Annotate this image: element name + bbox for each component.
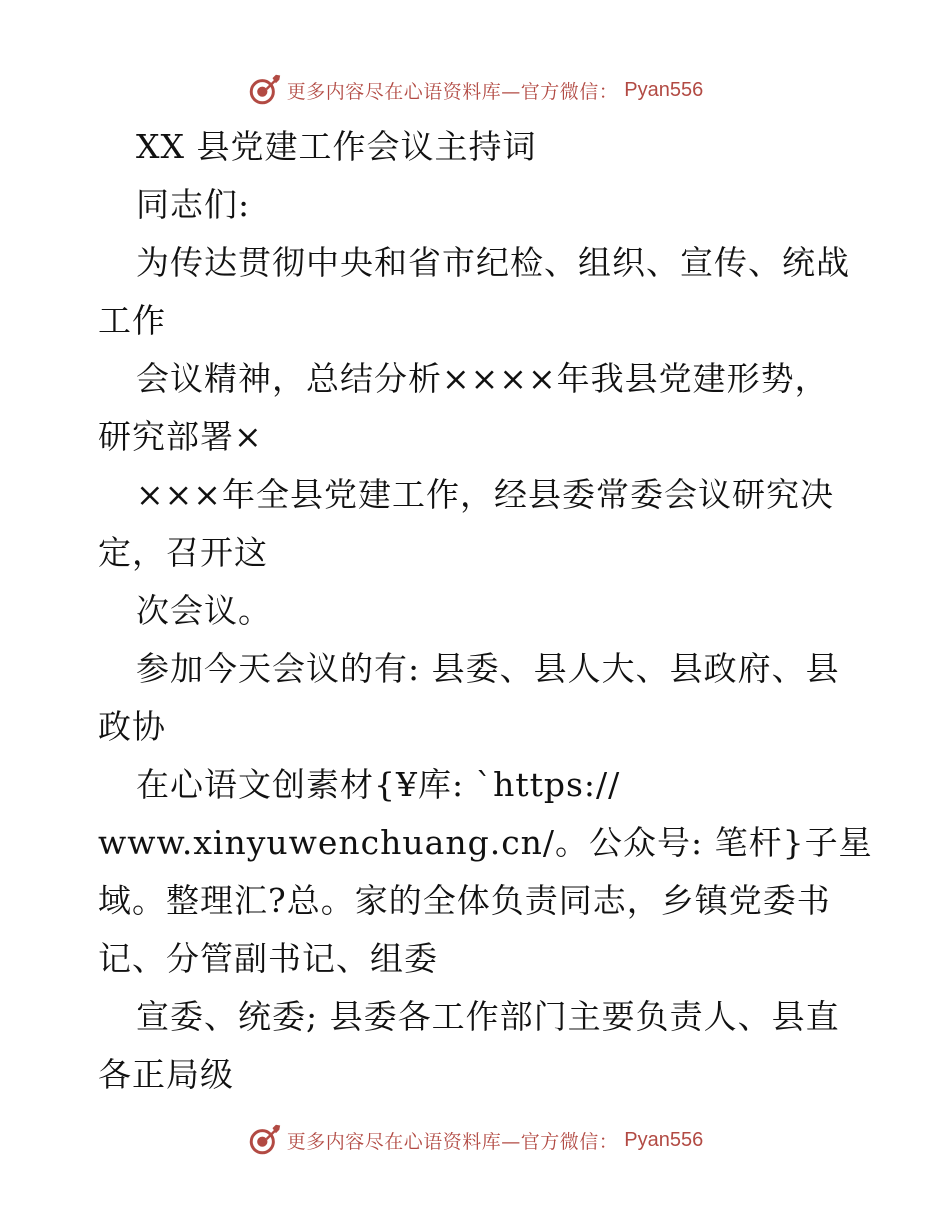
paragraph-line: 会议精神，总结分析××××年我县党建形势，: [136, 359, 829, 398]
paragraph-line: www.xinyuwenchuang.cn/。公众号: 笔杆}子星: [98, 823, 873, 862]
header-banner-text: 更多内容尽在心语资料库—官方微信：: [286, 80, 619, 103]
paragraph-line: 各正局级: [98, 1055, 234, 1094]
header-banner: [0, 70, 950, 110]
document-body: [98, 118, 873, 1104]
paragraph-line: 次会议。: [136, 591, 272, 630]
paragraph-line: 域。整理汇?总。家的全体负责同志，乡镇党委书: [98, 881, 831, 920]
paragraph-line: 宣委、统委; 县委各工作部门主要负责人、县直: [136, 997, 840, 1036]
quill-logo-icon: [247, 1123, 281, 1157]
paragraph-line: 研究部署×: [98, 417, 263, 456]
paragraph-line: 为传达贯彻中央和省市纪检、组织、宣传、统战: [136, 243, 850, 282]
paragraph-line: 记、分管副书记、组委: [98, 939, 438, 978]
paragraph-line: ×××年全县党建工作，经县委常委会议研究决: [136, 475, 834, 514]
paragraph-line: 政协: [98, 707, 166, 746]
salutation: 同志们:: [136, 185, 251, 224]
header-banner-id: Pyan556: [624, 78, 704, 101]
document-title: XX 县党建工作会议主持词: [136, 127, 537, 166]
paragraph-line: 参加今天会议的有: 县委、县人大、县政府、县: [136, 649, 840, 688]
quill-logo-icon: [247, 73, 281, 107]
paragraph-line: 定，召开这: [98, 533, 268, 572]
paragraph-line: 工作: [98, 301, 166, 340]
footer-banner: [0, 1120, 950, 1160]
footer-banner-id: Pyan556: [624, 1128, 704, 1151]
footer-banner-text: 更多内容尽在心语资料库—官方微信：: [286, 1130, 619, 1153]
paragraph-line: 在心语文创素材{¥库: `https://: [136, 765, 621, 804]
